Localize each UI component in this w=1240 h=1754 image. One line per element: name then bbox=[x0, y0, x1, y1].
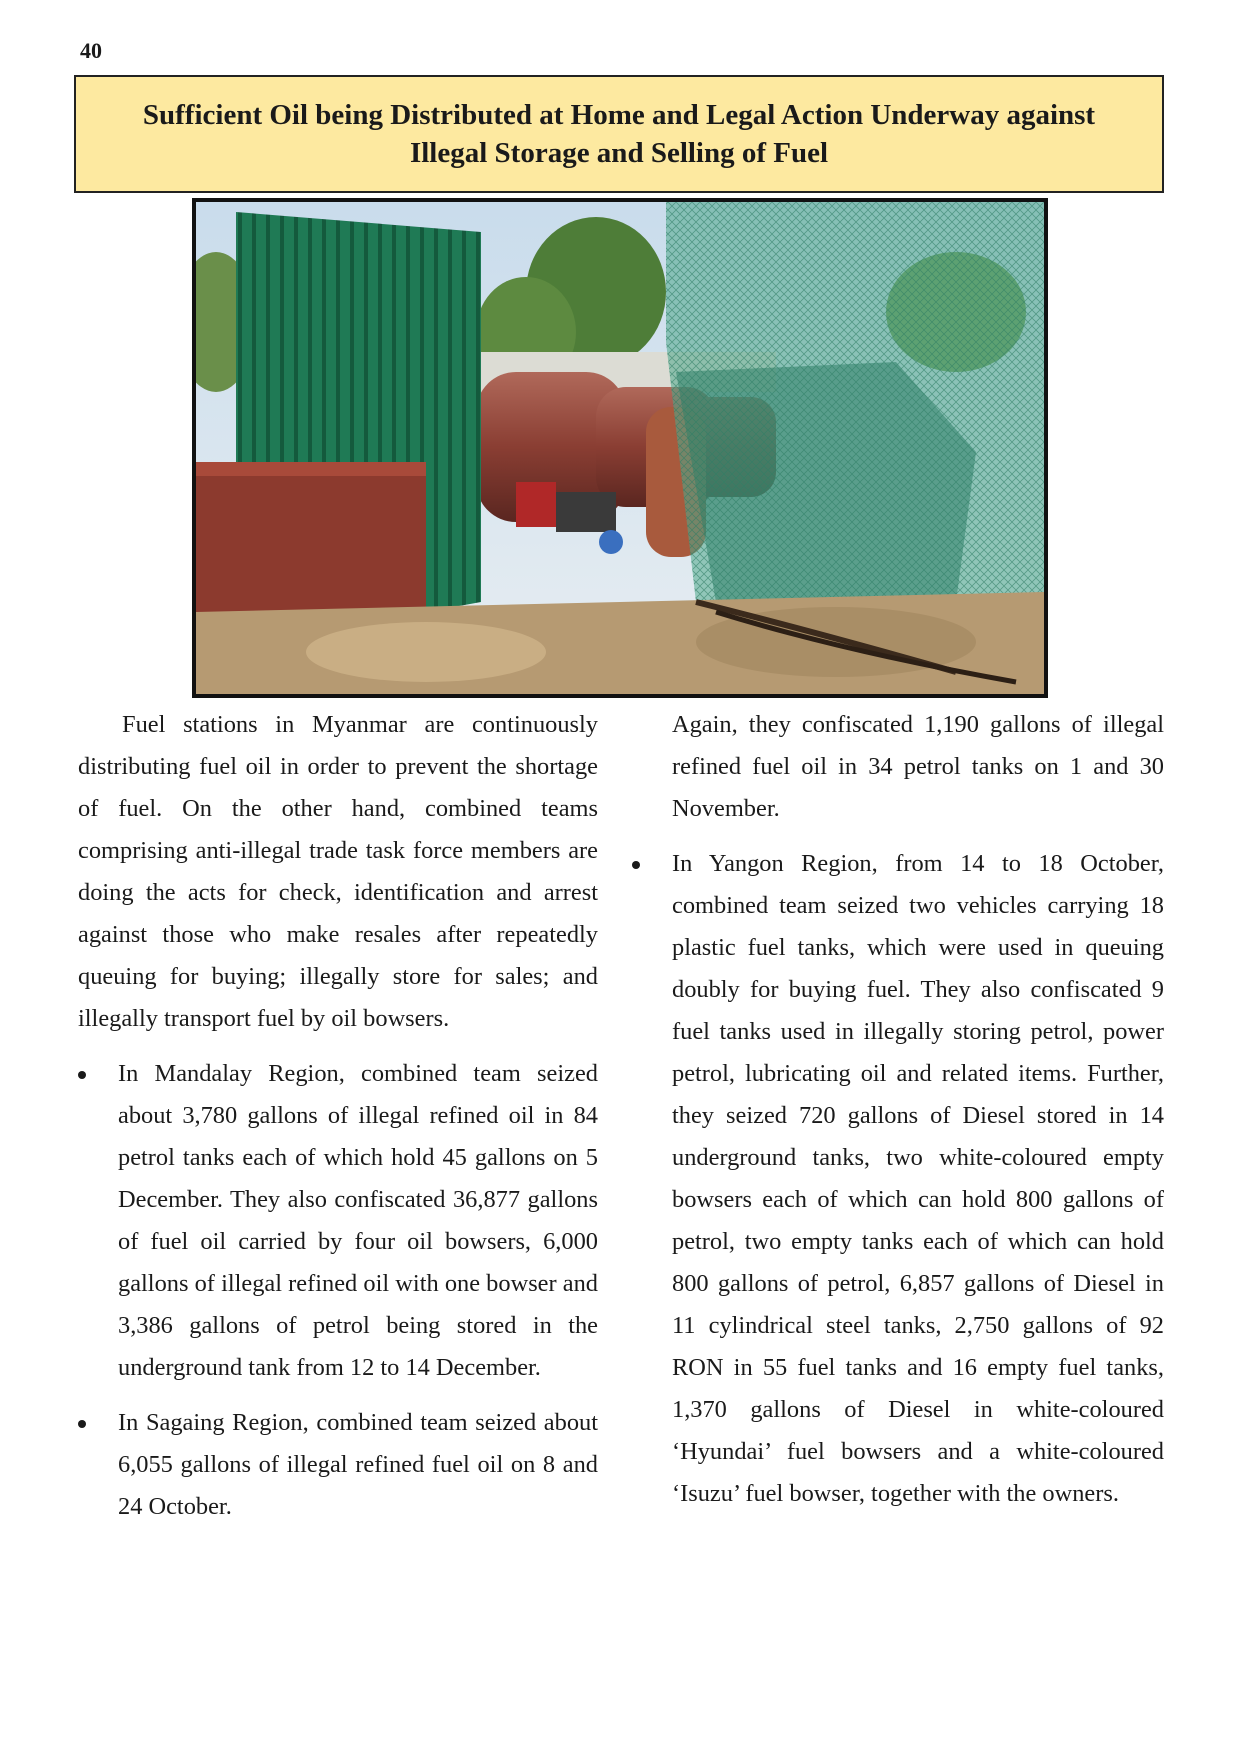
bullet-icon bbox=[78, 1420, 86, 1428]
article-title-line-2: Illegal Storage and Selling of Fuel bbox=[409, 137, 829, 169]
left-column bbox=[78, 704, 598, 1528]
list-item bbox=[632, 843, 1164, 1515]
sagaing-continuation: Again, they confiscated 1,190 gallons of illegal refined fuel oil in 34 petrol tanks on 1 and 30 November. bbox=[672, 711, 1164, 822]
bullet-text-sagaing: In Sagaing Region, combined team seized about 6,055 gallons of illegal refined fuel oil on 8 and 24 October. bbox=[118, 1409, 598, 1520]
intro-paragraph: Fuel stations in Myanmar are continuously distributing fuel oil in order to prevent the shortage of fuel. On the other hand, combined teams comprising anti-illegal trade task force members are doing the acts for check, identification and arrest against those who make resales after repeatedly queuing for buying; illegally store for sales; and illegally transport fuel by oil bowsers. bbox=[78, 711, 598, 1032]
article-title-line-1: Sufficient Oil being Distributed at Home and Legal Action Underway against bbox=[142, 99, 1096, 131]
right-bullet-list bbox=[632, 843, 1164, 1515]
right-column bbox=[632, 704, 1164, 1515]
bullet-icon bbox=[78, 1071, 86, 1079]
bullet-text-mandalay: In Mandalay Region, combined team seized about 3,780 gallons of illegal refined oil in 84 petrol tanks each of which hold 45 gallons on 5 December. They also confiscated 36,877 gallons of fuel oil carried by four oil bowsers, 6,000 gallons of illegal refined oil with one bowser and 3,386 gallons of petrol being stored in the underground tank from 12 to 14 December. bbox=[118, 1060, 598, 1381]
fuel-storage-photo-illustration bbox=[196, 202, 1044, 694]
fuel-storage-photo bbox=[192, 198, 1048, 698]
article-title-box bbox=[74, 75, 1164, 193]
list-item bbox=[78, 1402, 598, 1528]
bullet-icon bbox=[632, 861, 640, 869]
left-bullet-list bbox=[78, 1053, 598, 1528]
bullet-text-yangon: In Yangon Region, from 14 to 18 October, combined team seized two vehicles carrying 18 plastic fuel tanks, which were used in queuing doubly for buying fuel. They also confiscated 9 fuel tanks used in illegally storing petrol, power petrol, lubricating oil and related items. Further, they seized 720 gallons of Diesel stored in 14 underground tanks, two white-coloured empty bowsers each of which can hold 800 gallons of petrol, two empty tanks each of which can hold 800 gallons of petrol, 6,857 gallons of Diesel in 11 cylindrical steel tanks, 2,750 gallons of 92 RON in 55 fuel tanks and 16 empty fuel tanks, 1,370 gallons of Diesel in white-coloured ‘Hyundai’ fuel bowsers and a white-coloured ‘Isuzu’ fuel bowser, together with the owners. bbox=[672, 850, 1164, 1507]
page-number: 40 bbox=[80, 38, 102, 63]
list-item bbox=[78, 1053, 598, 1389]
